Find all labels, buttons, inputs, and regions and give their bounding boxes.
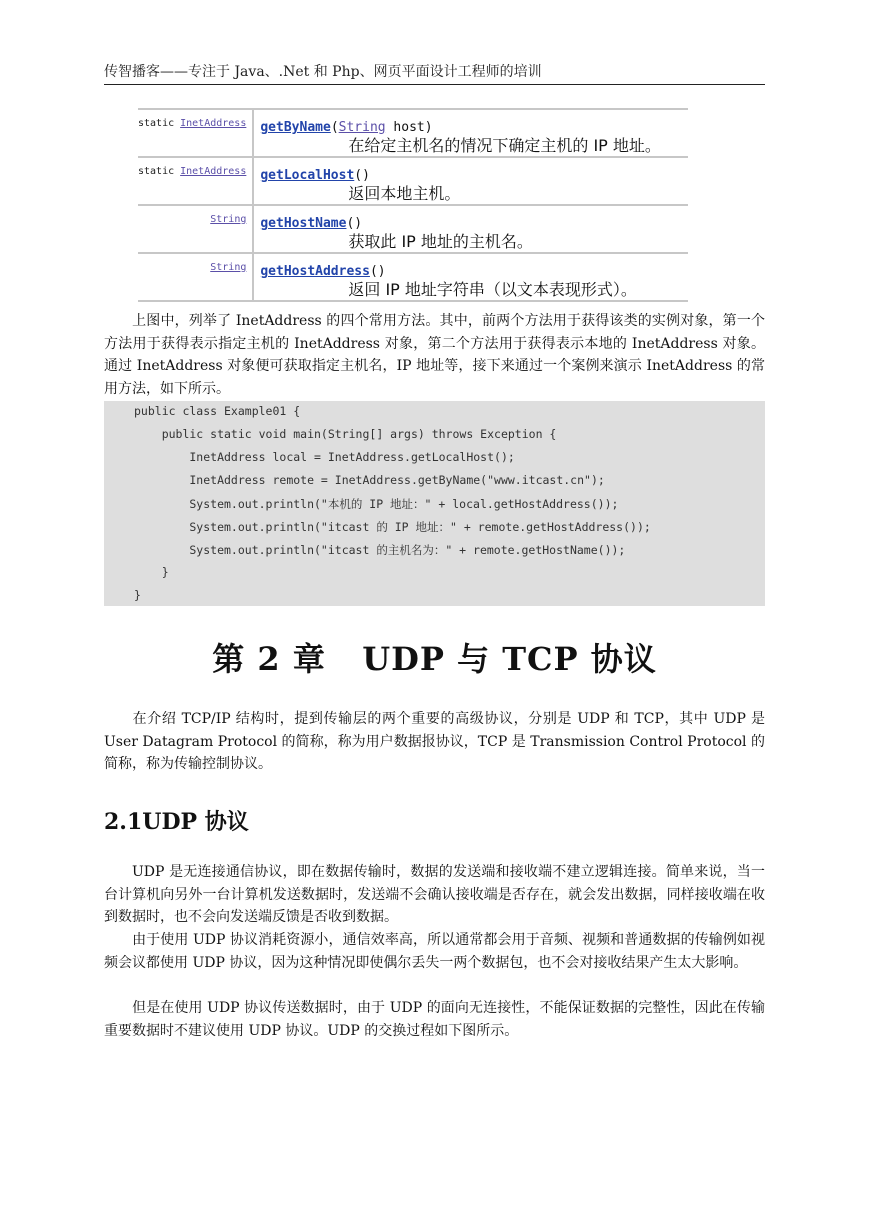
api-method-table — [138, 108, 688, 302]
udp-text: 但是在使用 UDP 协议传送数据时，由于 UDP 的面向无连接性，不能保证数据的完整性，因此在传输重要数据时不建议使用 UDP 协议。UDP 的交换过程如下图所示。 — [104, 1000, 765, 1039]
code-line: System.out.println("itcast 的主机名为：" + remote.getHostName()); — [134, 543, 626, 557]
table-row — [138, 109, 688, 157]
intro-paragraph — [104, 310, 765, 400]
return-type-cell — [138, 109, 253, 157]
method-signature: getByName(String host) — [260, 120, 433, 135]
table-row — [138, 205, 688, 253]
return-type-cell — [138, 253, 253, 301]
method-cell — [253, 157, 688, 205]
code-line: System.out.println("本机的 IP 地址：" + local.getHostAddress()); — [134, 497, 619, 511]
table-row — [138, 253, 688, 301]
method-name-link[interactable]: getHostAddress — [260, 264, 370, 279]
method-description: 获取此 IP 地址的主机名。 — [348, 232, 533, 251]
param-type-link[interactable]: String — [338, 120, 386, 135]
udp-paragraph — [104, 997, 765, 1042]
page-header: 传智播客——专注于 Java、.Net 和 Php、网页平面设计工程师的培训 — [104, 62, 765, 85]
method-description: 返回 IP 地址字符串（以文本表现形式）。 — [348, 280, 637, 299]
method-signature: getHostAddress() — [260, 264, 386, 279]
return-type-cell — [138, 205, 253, 253]
udp-text: 由于使用 UDP 协议消耗资源小，通信效率高，所以通常都会用于音频、视频和普通数据的传输例如视频会议都使用 UDP 协议，因为这种情况即使偶尔丢失一两个数据包，也不会对接收结果产生太大影响。 — [104, 932, 765, 971]
udp-paragraph — [104, 929, 765, 974]
modifier-label: static — [138, 166, 175, 177]
method-cell — [253, 253, 688, 301]
method-name-link[interactable]: getHostName — [260, 216, 347, 231]
method-cell — [253, 109, 688, 157]
method-description: 返回本地主机。 — [348, 184, 461, 203]
code-line: public class Example01 { — [134, 404, 301, 418]
code-block — [104, 401, 765, 606]
chapter-intro-text: 在介绍 TCP/IP 结构时，提到传输层的两个重要的高级协议，分别是 UDP 和 TCP，其中 UDP 是 User Datagram Protocol 的简称，称为用户数据报协议，TCP 是 Transmission Control Protocol 的简称，称为传输控制协议。 — [104, 711, 765, 772]
udp-paragraph — [104, 861, 765, 929]
chapter-title: 第 2 章 UDP 与 TCP 协议 — [212, 640, 657, 678]
return-type-cell — [138, 157, 253, 205]
method-signature: getHostName() — [260, 216, 363, 231]
param-name: host — [385, 120, 425, 135]
code-line: InetAddress local = InetAddress.getLocalHost(); — [134, 450, 515, 464]
method-name-link[interactable]: getLocalHost — [260, 168, 355, 183]
intro-text: 上图中，列举了 InetAddress 的四个常用方法。其中，前两个方法用于获得该类的实例对象，第一个方法用于获得表示指定主机的 InetAddress 对象，第二个方法用于获得表示本地的 InetAddress 对象。通过 InetAddress 对象便可获取指定主机名，IP 地址等，接下来通过一个案例来演示 InetAddress 的常用方法，如下所示。 — [104, 313, 765, 397]
method-cell — [253, 205, 688, 253]
type-link[interactable]: String — [210, 262, 247, 273]
method-name-link[interactable]: getByName — [260, 120, 331, 135]
code-line: } — [134, 565, 169, 579]
method-description: 在给定主机名的情况下确定主机的 IP 地址。 — [348, 136, 661, 155]
modifier-label: static — [138, 118, 175, 129]
type-link[interactable]: InetAddress — [180, 166, 247, 177]
type-link[interactable]: InetAddress — [180, 118, 247, 129]
code-line: System.out.println("itcast 的 IP 地址：" + remote.getHostAddress()); — [134, 520, 651, 534]
code-line: } — [134, 588, 141, 602]
table-row — [138, 157, 688, 205]
code-line: InetAddress remote = InetAddress.getByName("www.itcast.cn"); — [134, 473, 605, 487]
type-link[interactable]: String — [210, 214, 247, 225]
udp-text: UDP 是无连接通信协议，即在数据传输时，数据的发送端和接收端不建立逻辑连接。简单来说，当一台计算机向另外一台计算机发送数据时，发送端不会确认接收端是否存在，就会发出数据，同样接收端在收到数据时，也不会向发送端反馈是否收到数据。 — [104, 864, 765, 925]
method-signature: getLocalHost() — [260, 168, 370, 183]
section-title: 2.1UDP 协议 — [104, 809, 249, 835]
chapter-intro-paragraph — [104, 708, 765, 776]
code-line: public static void main(String[] args) throws Exception { — [134, 427, 557, 441]
